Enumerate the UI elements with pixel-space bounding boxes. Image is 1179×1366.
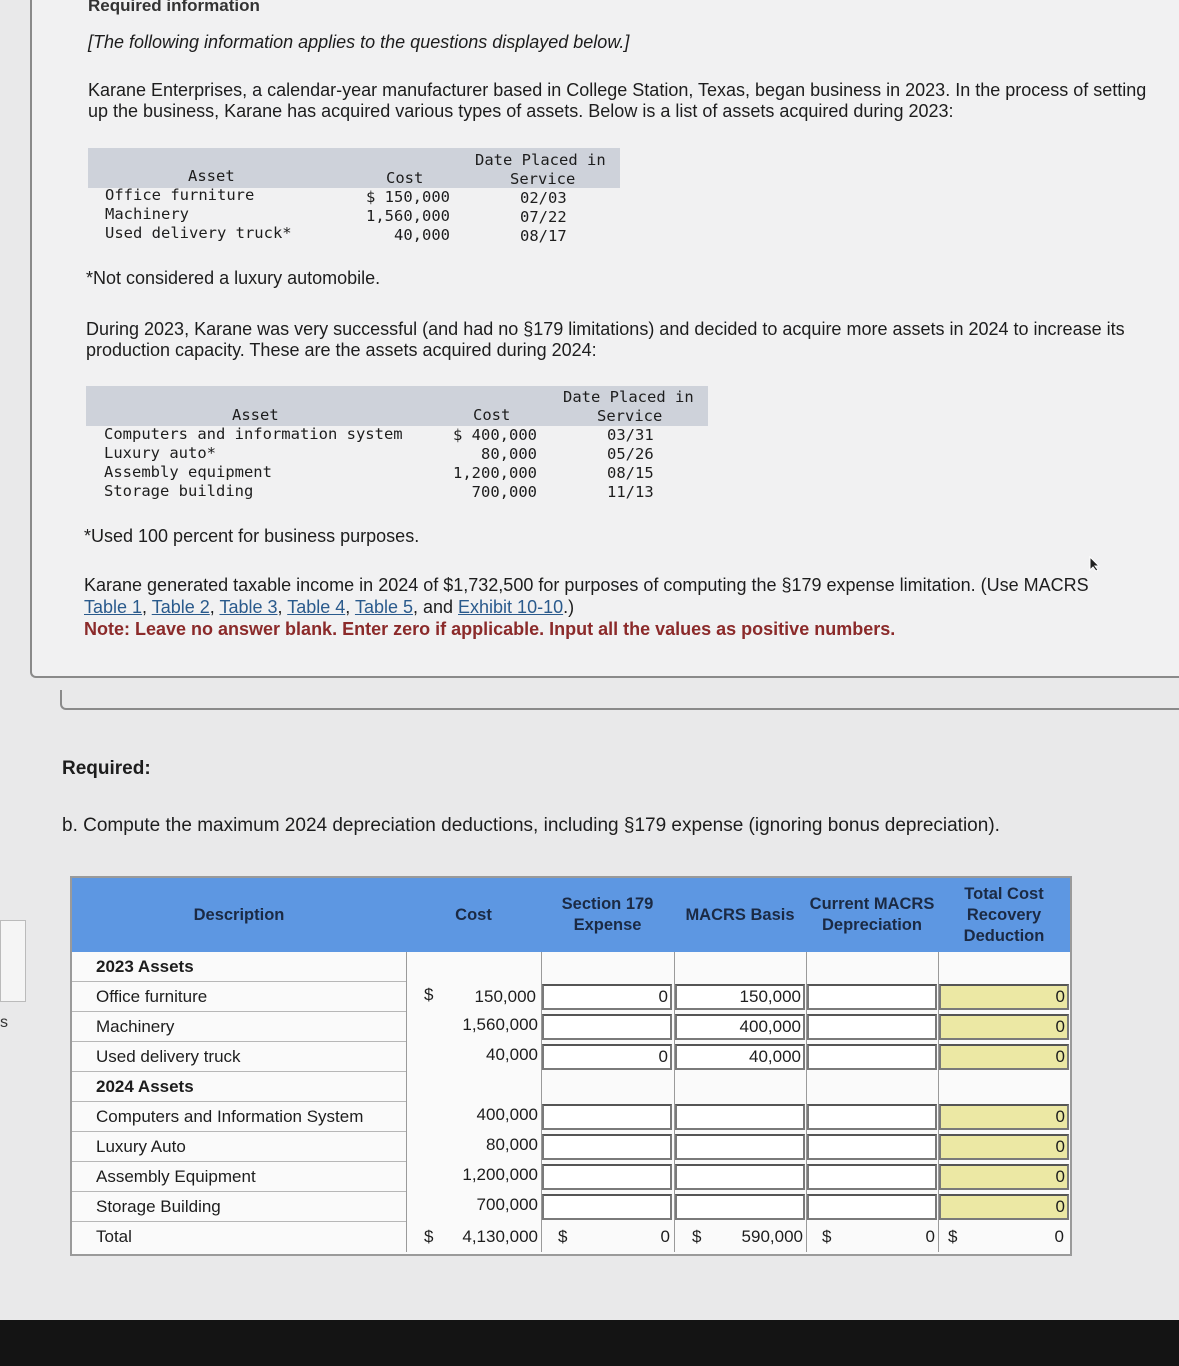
s179-office-furniture-input[interactable]: 0: [542, 984, 672, 1010]
s179-machinery-input[interactable]: [542, 1014, 672, 1040]
basis-storage-building-input[interactable]: [675, 1194, 805, 1220]
table-2023-header-cost: Cost: [386, 169, 424, 187]
link-table-2[interactable]: Table 2: [151, 597, 210, 617]
s179-storage-building-input[interactable]: [542, 1194, 672, 1220]
dollar-sign: $: [424, 985, 434, 1004]
row-label-computers: Computers and Information System: [72, 1102, 406, 1132]
separator: ,: [345, 597, 355, 617]
table-2023-cost: 1,560,000: [366, 207, 450, 225]
table-2023-cost: 40,000: [394, 226, 450, 244]
separator: ,: [277, 597, 288, 617]
row-label-used-delivery-truck: Used delivery truck: [72, 1042, 406, 1072]
total-assembly-equipment: 0: [939, 1164, 1069, 1190]
header-section-179: Section 179 Expense: [541, 878, 675, 952]
total-cost-recovery: 0: [1054, 1227, 1064, 1246]
separator: ,: [209, 597, 220, 617]
closing-paren: .): [563, 597, 575, 617]
basis-machinery-input[interactable]: 400,000: [675, 1014, 805, 1040]
left-edge-text: s: [0, 1014, 8, 1031]
row-label-machinery: Machinery: [72, 1012, 406, 1042]
basis-office-furniture-input[interactable]: 150,000: [675, 984, 805, 1010]
table-2024-date: 05/26: [607, 445, 654, 463]
table-2024: [86, 386, 708, 504]
table-2023-date: 07/22: [520, 208, 567, 226]
dollar-sign: $: [424, 1227, 434, 1246]
dollar-sign: $: [692, 1227, 702, 1246]
taxable-income-text: Karane generated taxable income in 2024 of $1,732,500 for purposes of computing the §179 expense limitation. (Use MACRS: [84, 575, 1089, 595]
table-2024-asset: Storage building: [104, 482, 254, 500]
table-2023-asset: Used delivery truck*: [105, 224, 292, 242]
table-2024-header-asset: Asset: [232, 406, 279, 424]
table-2024-date: 11/13: [607, 483, 654, 501]
row-label-office-furniture: Office furniture: [72, 982, 406, 1012]
note-text: Note: Leave no answer blank. Enter zero if applicable. Input all the values as positive numbers.: [84, 619, 896, 639]
table-2023-date: 02/03: [520, 189, 567, 207]
header-current-macrs: Current MACRS Depreciation: [806, 878, 939, 952]
table-2024-asset: Computers and information system: [104, 425, 403, 443]
table-2024-cost: $ 400,000: [453, 426, 537, 444]
row-label-assembly-equipment: Assembly Equipment: [72, 1162, 406, 1192]
required-information-title: Required information: [88, 0, 260, 15]
total-computers: 0: [939, 1104, 1069, 1130]
s179-computers-input[interactable]: [542, 1104, 672, 1130]
link-table-4[interactable]: Table 4: [287, 597, 346, 617]
cost-machinery: 1,560,000: [462, 1015, 538, 1034]
table-2024-cost: 700,000: [471, 483, 537, 501]
table-2023-cost: $ 150,000: [366, 188, 450, 206]
current-storage-building-input[interactable]: [807, 1194, 937, 1220]
bottom-bezel: [0, 1320, 1179, 1366]
s179-luxury-auto-input[interactable]: [542, 1134, 672, 1160]
separator: ,: [142, 597, 152, 617]
table-2024-asset: Luxury auto*: [104, 444, 216, 462]
total-current-macrs: 0: [925, 1227, 935, 1246]
link-table-5[interactable]: Table 5: [354, 597, 413, 617]
cost-luxury-auto: 80,000: [486, 1135, 538, 1154]
table-2023-date: 08/17: [520, 227, 567, 245]
table-2024-date: 03/31: [607, 426, 654, 444]
total-s179: 0: [660, 1227, 670, 1246]
dollar-sign: $: [558, 1227, 568, 1246]
column-divider: [406, 952, 407, 1252]
question-b: b. Compute the maximum 2024 depreciation deductions, including §179 expense (ignoring bonus depreciation).: [62, 815, 1000, 836]
total-office-furniture: 0: [939, 984, 1069, 1010]
table-2024-asset: Assembly equipment: [104, 463, 272, 481]
total-used-delivery-truck: 0: [939, 1044, 1069, 1070]
cost-storage-building: 700,000: [476, 1195, 538, 1214]
table-2023-header-date2: Service: [510, 170, 576, 188]
table-2024-cost: 1,200,000: [453, 464, 537, 482]
basis-computers-input[interactable]: [675, 1104, 805, 1130]
header-macrs-basis: MACRS Basis: [674, 878, 807, 952]
current-office-furniture-input[interactable]: [807, 984, 937, 1010]
total-storage-building: 0: [939, 1194, 1069, 1220]
total-luxury-auto: 0: [939, 1134, 1069, 1160]
required-label: Required:: [62, 758, 151, 779]
dollar-sign: $: [948, 1227, 958, 1246]
dollar-sign: $: [822, 1227, 832, 1246]
table-2024-date: 08/15: [607, 464, 654, 482]
table-2024-header-date2: Service: [597, 407, 663, 425]
footnote-2024: *Used 100 percent for business purposes.: [84, 526, 420, 546]
link-table-1[interactable]: Table 1: [84, 597, 143, 617]
link-table-3[interactable]: Table 3: [219, 597, 278, 617]
s179-used-delivery-truck-input[interactable]: 0: [542, 1044, 672, 1070]
paragraph-2024: During 2023, Karane was very successful (and had no §179 limitations) and decided to acquire more assets in 2024 to increase its production capacity. These are the assets acquired during 2024:: [86, 319, 1125, 360]
current-used-delivery-truck-input[interactable]: [807, 1044, 937, 1070]
header-cost: Cost: [406, 878, 542, 952]
total-machinery: 0: [939, 1014, 1069, 1040]
mouse-cursor-icon: [1089, 556, 1101, 572]
section-divider: [60, 690, 1179, 710]
section-2024-assets: 2024 Assets: [72, 1072, 406, 1102]
link-exhibit-10-10[interactable]: Exhibit 10-10: [458, 597, 564, 617]
footnote-2023: *Not considered a luxury automobile.: [86, 268, 381, 288]
row-label-luxury-auto: Luxury Auto: [72, 1132, 406, 1162]
row-label-storage-building: Storage Building: [72, 1192, 406, 1222]
s179-assembly-equipment-input[interactable]: [542, 1164, 672, 1190]
table-2023-asset: Machinery: [105, 205, 189, 223]
table-2023-header-date1: Date Placed in: [475, 151, 606, 169]
table-2024-header-date1: Date Placed in: [563, 388, 694, 406]
paragraph-taxable-income: [84, 574, 1124, 640]
cost-assembly-equipment: 1,200,000: [462, 1165, 538, 1184]
total-macrs-basis: 590,000: [741, 1227, 803, 1246]
current-luxury-auto-input[interactable]: [807, 1134, 937, 1160]
total-cost: 4,130,000: [462, 1227, 538, 1246]
cost-office-furniture: 150,000: [474, 987, 536, 1006]
current-assembly-equipment-input[interactable]: [807, 1164, 937, 1190]
cost-computers: 400,000: [476, 1105, 538, 1124]
paragraph-2023: Karane Enterprises, a calendar-year manufacturer based in College Station, Texas, began business in 2023. In the process of setting up the business, Karane has acquired various types of assets. Below is a list of assets acquired during 2023:: [88, 80, 1147, 121]
table-2023: [88, 148, 620, 248]
basis-used-delivery-truck-input[interactable]: 40,000: [675, 1044, 805, 1070]
table-2024-cost: 80,000: [481, 445, 537, 463]
intro-text: [The following information applies to the questions displayed below.]: [88, 32, 630, 52]
separator-and: , and: [412, 597, 459, 617]
table-2024-header-cost: Cost: [473, 406, 511, 424]
basis-luxury-auto-input[interactable]: [675, 1134, 805, 1160]
table-2023-header-asset: Asset: [188, 167, 235, 185]
basis-assembly-equipment-input[interactable]: [675, 1164, 805, 1190]
left-edge-panel: [0, 920, 26, 1002]
table-2023-asset: Office furniture: [105, 186, 255, 204]
header-total-cost-recovery: Total Cost Recovery Deduction: [938, 878, 1070, 952]
current-machinery-input[interactable]: [807, 1014, 937, 1040]
cost-used-delivery-truck: 40,000: [486, 1045, 538, 1064]
header-description: Description: [72, 878, 407, 952]
row-label-total: Total: [96, 1227, 132, 1246]
answer-table: [70, 876, 1072, 1256]
current-computers-input[interactable]: [807, 1104, 937, 1130]
section-2023-assets: 2023 Assets: [72, 952, 406, 982]
